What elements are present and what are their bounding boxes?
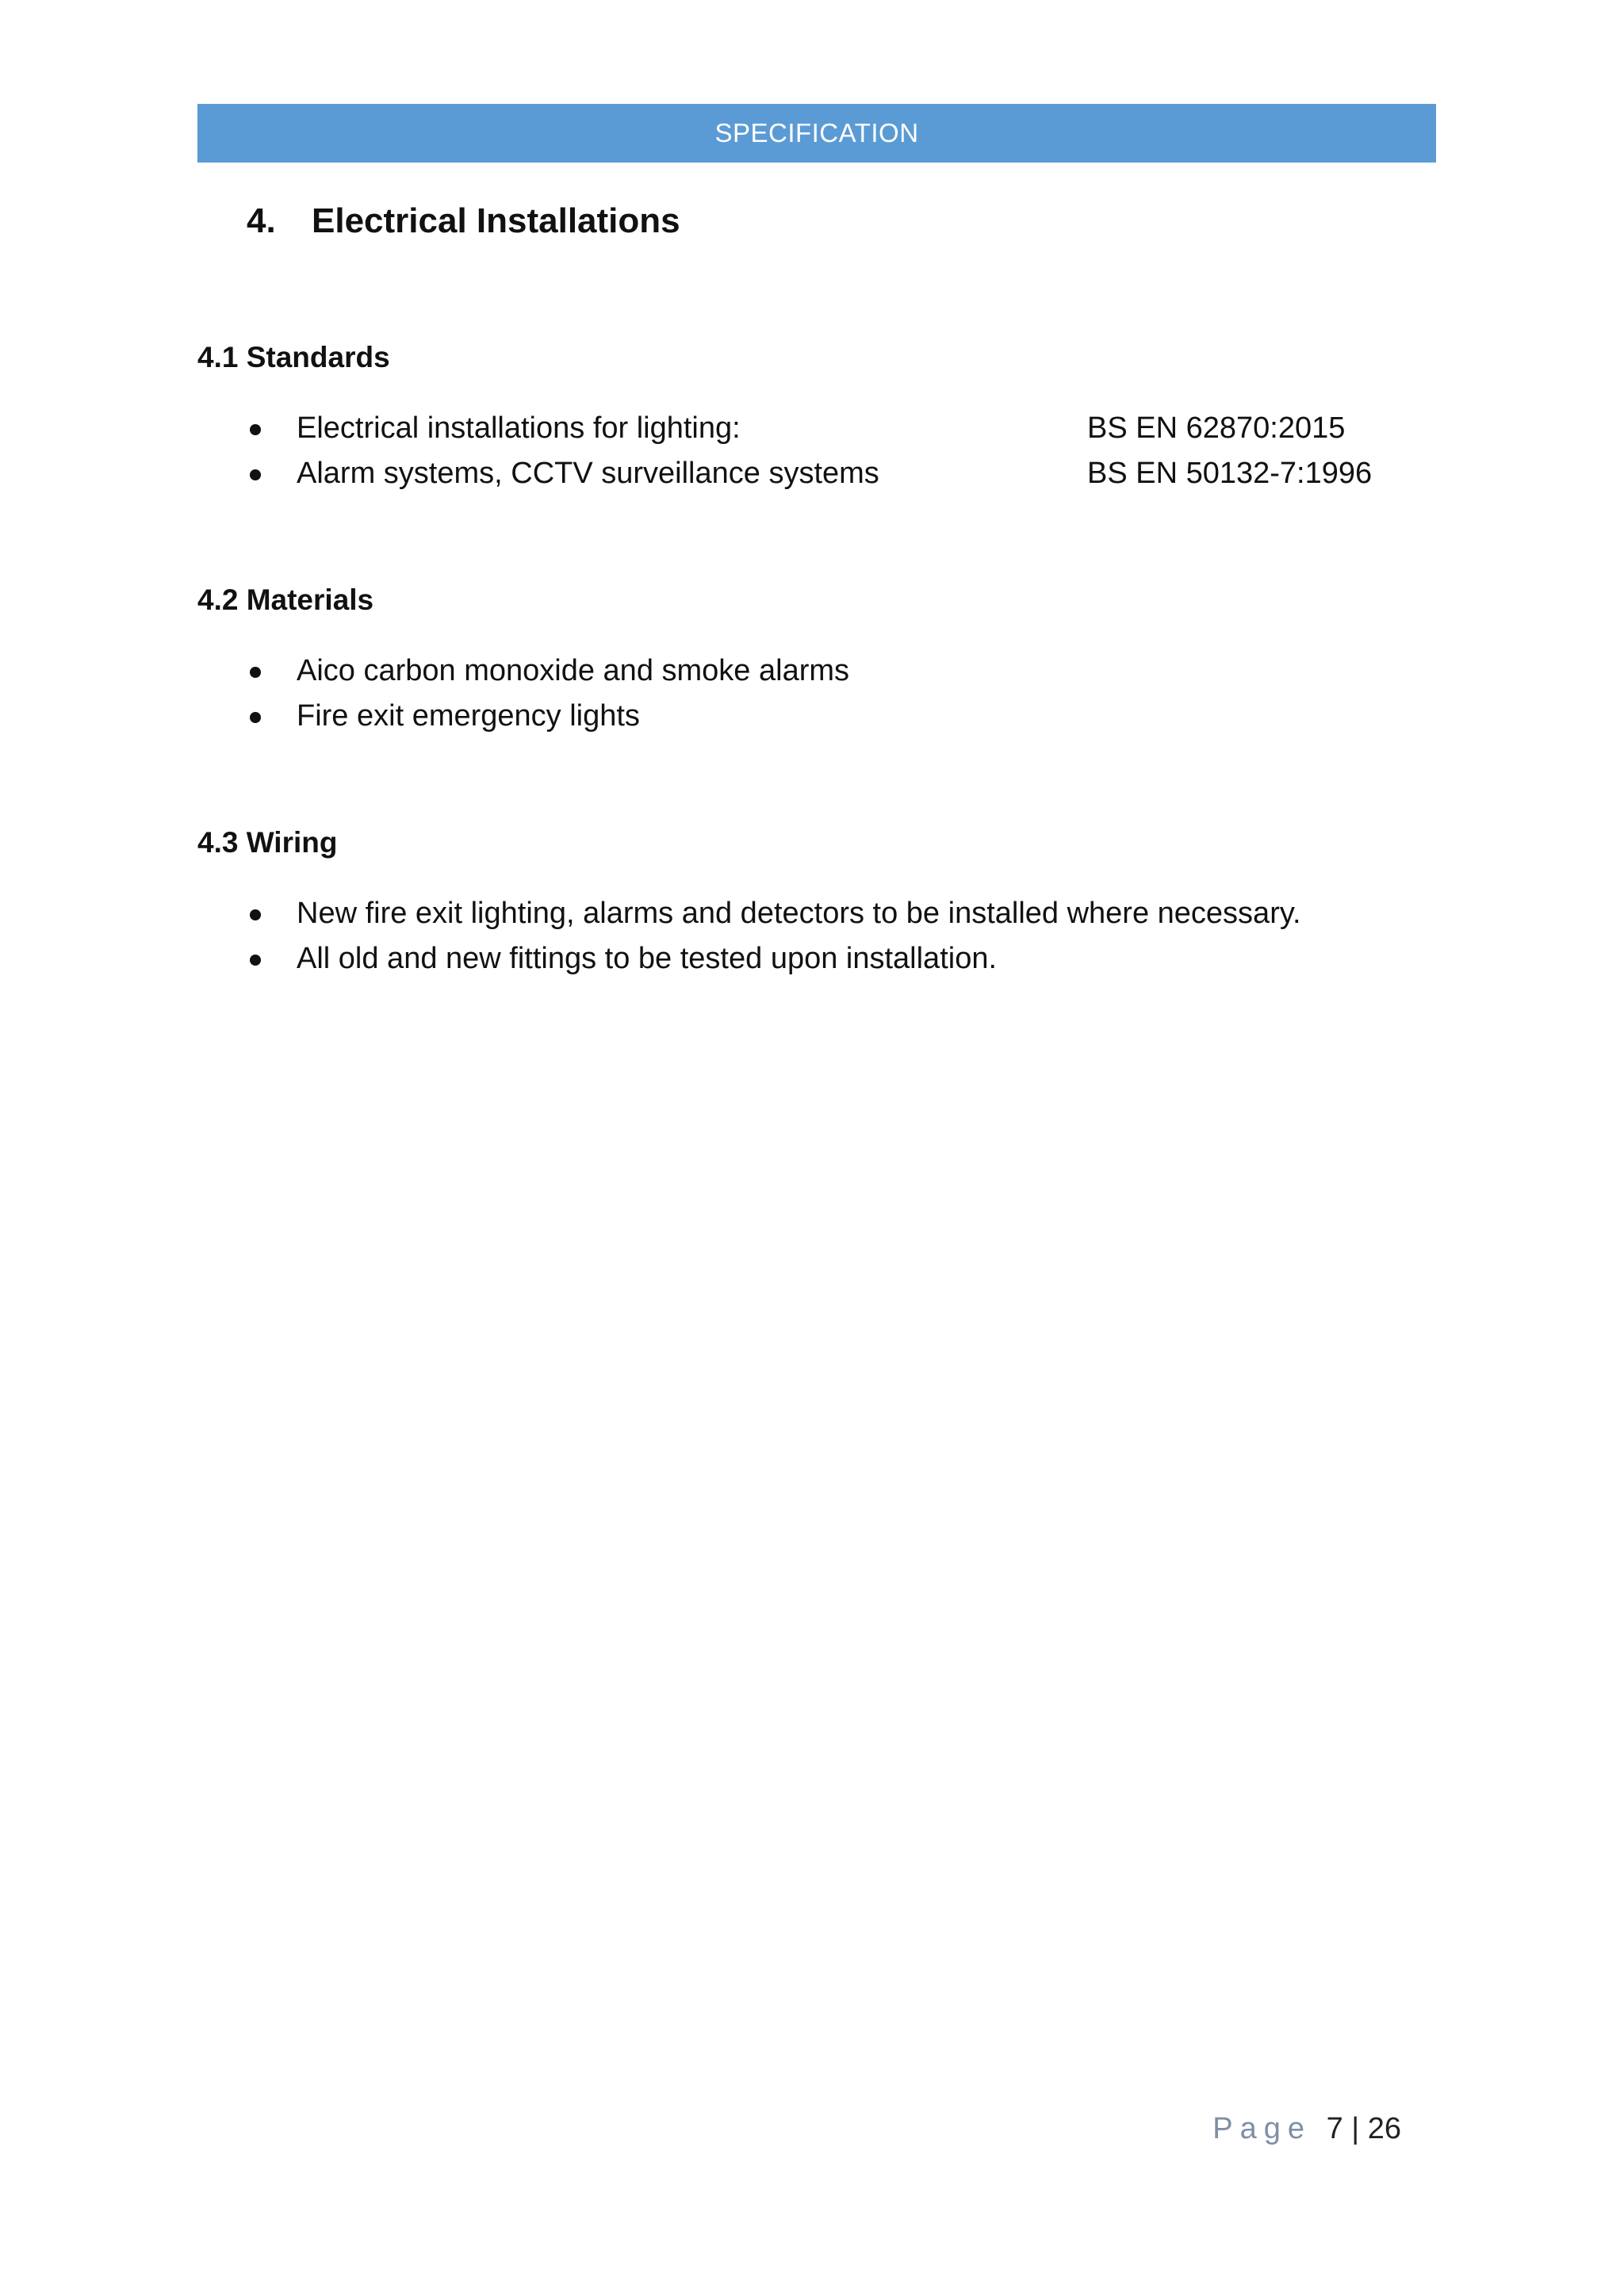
page-separator: | <box>1351 2112 1360 2145</box>
standard-code: BS EN 50132-7:1996 <box>1087 457 1373 490</box>
page-footer <box>1212 2112 1401 2146</box>
section-number: 4. <box>247 201 276 240</box>
list-item-text: Electrical installations for lighting: <box>297 411 741 445</box>
list-item-text: Aico carbon monoxide and smoke alarms <box>297 654 850 687</box>
bullet-icon <box>250 469 261 480</box>
list-item-text: New fire exit lighting, alarms and detectors to be installed where necessary. <box>297 897 1301 930</box>
bullet-icon <box>250 909 261 920</box>
standard-code: BS EN 62870:2015 <box>1087 411 1346 445</box>
bullet-icon <box>250 712 261 723</box>
section-heading <box>247 201 680 241</box>
subsection-heading-wiring: 4.3 Wiring <box>197 826 338 859</box>
bullet-icon <box>250 955 261 966</box>
subsection-heading-standards: 4.1 Standards <box>197 341 390 373</box>
page-number: 7 <box>1326 2112 1343 2145</box>
total-pages: 26 <box>1367 2112 1401 2145</box>
header-banner <box>197 104 1436 163</box>
list-item-text: Alarm systems, CCTV surveillance systems <box>297 457 879 490</box>
list-item-text: All old and new fittings to be tested upon installation. <box>297 942 998 975</box>
list-item-text: Fire exit emergency lights <box>297 699 640 733</box>
bullet-icon <box>250 424 261 435</box>
section-title: Electrical Installations <box>312 201 680 240</box>
page-label: Page <box>1212 2112 1312 2145</box>
subsection-heading-materials: 4.2 Materials <box>197 584 374 616</box>
bullet-icon <box>250 667 261 678</box>
header-title: SPECIFICATION <box>714 118 919 147</box>
